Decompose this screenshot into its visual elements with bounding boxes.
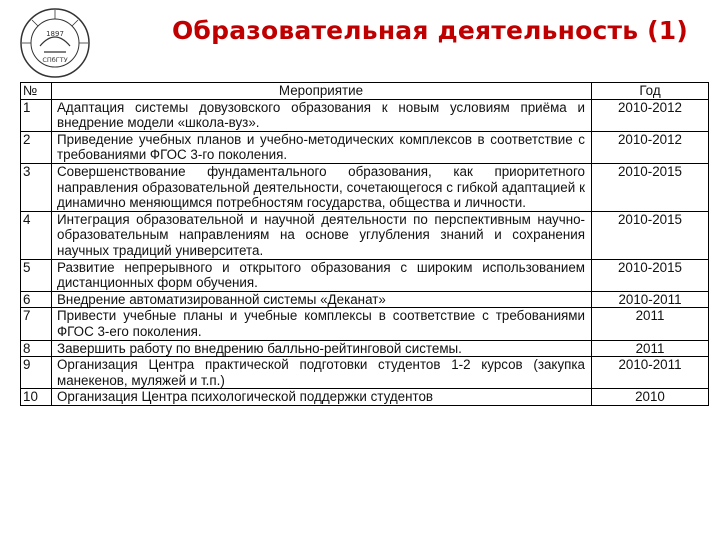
row-num: 8 bbox=[21, 340, 52, 357]
row-num: 4 bbox=[21, 211, 52, 259]
header-num: № bbox=[21, 83, 52, 100]
events-table bbox=[20, 82, 709, 406]
row-event: Завершить работу по внедрению балльно-рейтинговой системы. bbox=[52, 340, 592, 357]
table-row bbox=[21, 340, 709, 357]
row-year: 2010-2012 bbox=[592, 99, 709, 131]
row-year: 2010-2012 bbox=[592, 131, 709, 163]
row-year: 2011 bbox=[592, 340, 709, 357]
row-event: Организация Центра практической подготовки студентов 1-2 курсов (закупка манекенов, муляжей и т.п.) bbox=[52, 357, 592, 389]
logo-year: 1897 bbox=[46, 30, 64, 38]
logo-abbr: СПбГТУ bbox=[42, 56, 68, 64]
table-row bbox=[21, 389, 709, 406]
row-year: 2010-2015 bbox=[592, 259, 709, 291]
row-num: 5 bbox=[21, 259, 52, 291]
table-row bbox=[21, 291, 709, 308]
table-row bbox=[21, 259, 709, 291]
table-row bbox=[21, 211, 709, 259]
row-num: 9 bbox=[21, 357, 52, 389]
row-num: 10 bbox=[21, 389, 52, 406]
header-event: Мероприятие bbox=[52, 83, 592, 100]
row-num: 7 bbox=[21, 308, 52, 340]
page-title: Образовательная деятельность (1) bbox=[171, 16, 688, 45]
row-num: 1 bbox=[21, 99, 52, 131]
row-event: Развитие непрерывного и открытого образования с широким использованием дистанционных форм обучения. bbox=[52, 259, 592, 291]
row-event: Интеграция образовательной и научной деятельности по перспективным научно-образовательным направлениям на основе углубления знаний и сохранения научных традиций университета. bbox=[52, 211, 592, 259]
row-num: 6 bbox=[21, 291, 52, 308]
row-year: 2010 bbox=[592, 389, 709, 406]
row-year: 2010-2015 bbox=[592, 211, 709, 259]
table-header-row bbox=[21, 83, 709, 100]
row-year: 2010-2011 bbox=[592, 357, 709, 389]
table-row bbox=[21, 163, 709, 211]
header-year: Год bbox=[592, 83, 709, 100]
row-year: 2010-2015 bbox=[592, 163, 709, 211]
row-year: 2011 bbox=[592, 308, 709, 340]
university-logo bbox=[18, 6, 92, 80]
row-event: Привести учебные планы и учебные комплексы в соответствие с требованиями ФГОС 3-его поколения. bbox=[52, 308, 592, 340]
row-event: Организация Центра психологической поддержки студентов bbox=[52, 389, 592, 406]
table-row bbox=[21, 357, 709, 389]
table-row bbox=[21, 308, 709, 340]
row-num: 3 bbox=[21, 163, 52, 211]
row-event: Внедрение автоматизированной системы «Деканат» bbox=[52, 291, 592, 308]
row-event: Совершенствование фундаментального образования, как приоритетного направления образовательной деятельности, сочетающегося с гибкой адаптацией к динамично меняющимся потребностям государства, общества и личности. bbox=[52, 163, 592, 211]
row-event: Адаптация системы довузовского образования к новым условиям приёма и внедрение модели «школа-вуз». bbox=[52, 99, 592, 131]
row-event: Приведение учебных планов и учебно-методических комплексов в соответствие с требованиями ФГОС 3-го поколения. bbox=[52, 131, 592, 163]
row-num: 2 bbox=[21, 131, 52, 163]
row-year: 2010-2011 bbox=[592, 291, 709, 308]
table-row bbox=[21, 131, 709, 163]
table-row bbox=[21, 99, 709, 131]
